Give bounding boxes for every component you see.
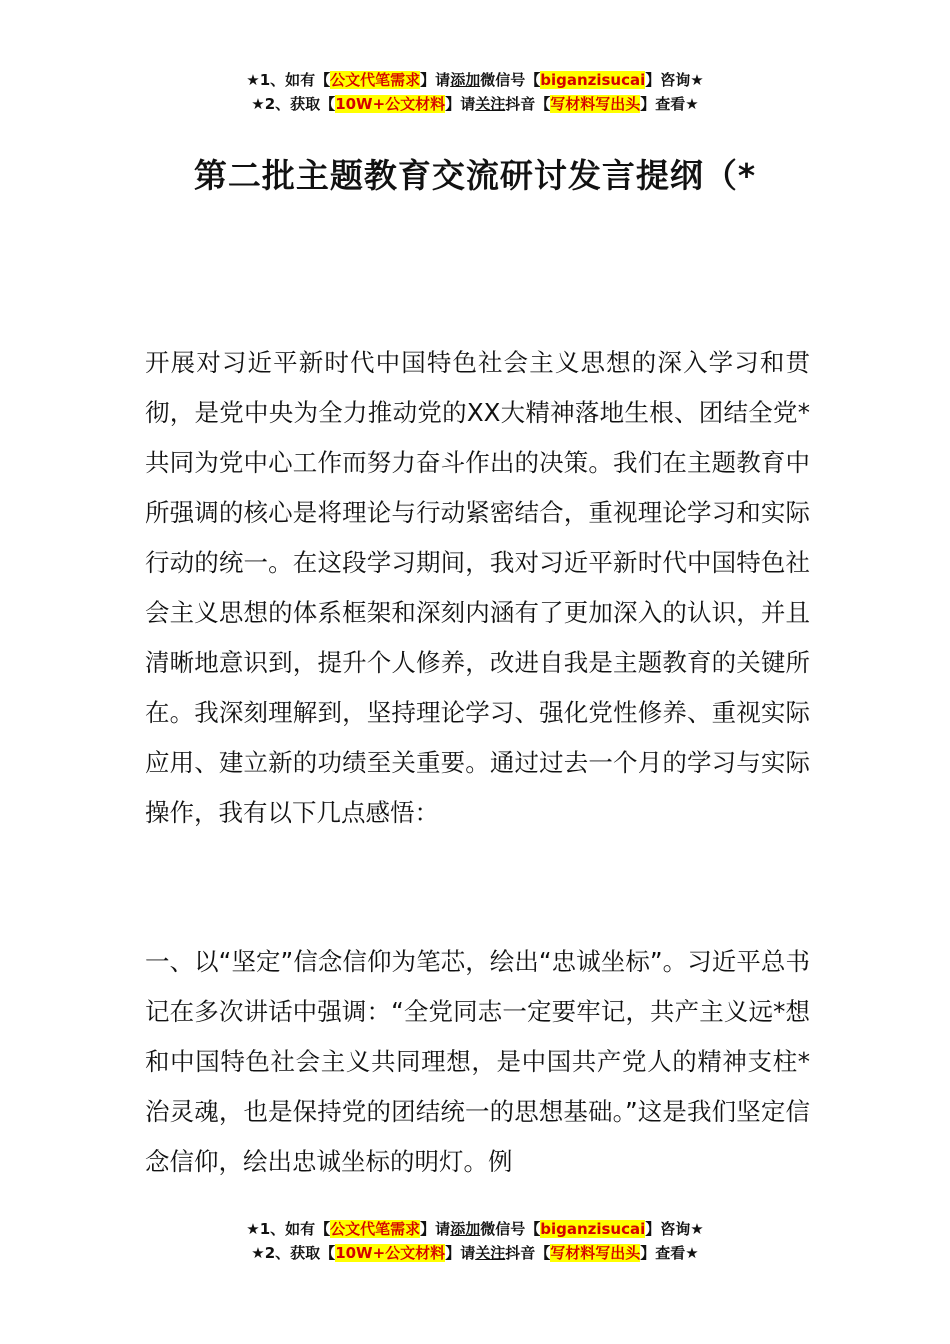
highlight-douyin: 写材料写出头 <box>550 1244 641 1262</box>
banner-line-1: ★1、如有【公文代笔需求】请添加微信号【biganzisucai】咨询★ <box>246 1220 704 1238</box>
highlight-wechat-id: biganzisucai <box>540 71 646 89</box>
highlight-douyin: 写材料写出头 <box>550 95 641 113</box>
paragraph-intro: 开展对习近平新时代中国特色社会主义思想的深入学习和贯彻，是党中央为全力推动党的XX大精神落地生根、团结全党*共同为党中心工作而努力奋斗作出的决策。我们在主题教育中所强调的核心是将理论与行动紧密结合，重视理论学习和实际行动的统一。在这段学习期间，我对习近平新时代中国特色社会主义思想的体系框架和深刻内涵有了更加深入的认识，并且清晰地意识到，提升个人修养，改进自我是主题教育的关键所在。我深刻理解到，坚持理论学习、强化党性修养、重视实际应用、建立新的功绩至关重要。通过过去一个月的学习与实际操作，我有以下几点感悟： <box>145 348 810 827</box>
highlight-materials: 10W+公文材料 <box>335 1244 446 1262</box>
highlight-ghostwriting: 公文代笔需求 <box>330 71 421 89</box>
paragraph-section-one: 一、以“坚定”信念信仰为笔芯，绘出“忠诚坐标”。习近平总书记在多次讲话中强调：“全党同志一定要牢记，共产主义远*想和中国特色社会主义共同理想，是中国共产党人的精神支柱*治灵魂，也是保持党的团结统一的思想基础。”这是我们坚定信念信仰，绘出忠诚坐标的明灯。例 <box>145 947 810 1176</box>
page-title: 第二批主题教育交流研讨发言提纲（* <box>193 156 757 195</box>
banner-line-1: ★1、如有【公文代笔需求】请添加微信号【biganzisucai】咨询★ <box>246 71 704 89</box>
banner-line-2: ★2、获取【10W+公文材料】请关注抖音【写材料写出头】查看★ <box>251 1244 699 1262</box>
top-banner <box>0 68 950 116</box>
highlight-ghostwriting: 公文代笔需求 <box>330 1220 421 1238</box>
highlight-materials: 10W+公文材料 <box>335 95 446 113</box>
highlight-wechat-id: biganzisucai <box>540 1220 646 1238</box>
bottom-banner <box>0 1217 950 1265</box>
banner-line-2: ★2、获取【10W+公文材料】请关注抖音【写材料写出头】查看★ <box>251 95 699 113</box>
